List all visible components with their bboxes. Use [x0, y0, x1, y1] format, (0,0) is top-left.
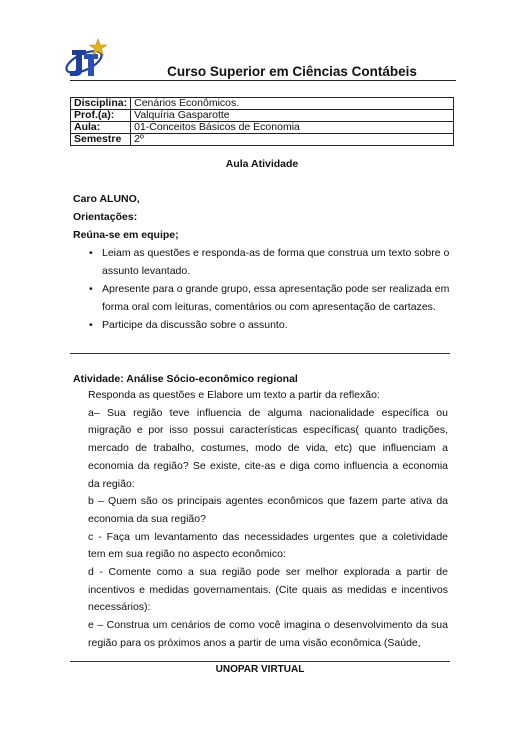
table-row — [71, 110, 454, 122]
atividade-intro: Responda as questões e Elabore um texto a partir da reflexão: — [88, 389, 380, 401]
section-divider — [70, 353, 450, 354]
info-value: Cenários Econômicos. — [131, 98, 454, 110]
greeting: Caro ALUNO, — [73, 193, 140, 205]
info-value: 2º — [131, 134, 454, 146]
footer-divider — [70, 661, 450, 662]
reuna-label: Reúna-se em equipe; — [73, 229, 179, 241]
question-a: a– Sua região teve influencia de alguma nacionalidade específica ou migração e por isso possui características específicas( quanto tradições, mercado de trabalho, costumes, modo de vida, etc) que influenciam a economia da região? Se existe, cite-as e diga como influencia a economia da região: — [88, 406, 448, 490]
question-c: c - Faça um levantamento das necessidades urgentes que a coletividade tem em sua região no aspecto econômico: — [88, 530, 448, 561]
table-row — [71, 98, 454, 110]
list-item: • Participe da discussão sobre o assunto. — [86, 316, 450, 334]
info-key: Disciplina: — [71, 98, 131, 110]
atividade-body — [88, 387, 448, 653]
info-key: Semestre — [71, 134, 131, 146]
table-row — [71, 122, 454, 134]
course-info-table — [70, 97, 454, 146]
question-d: d - Comente como a sua região pode ser melhor explorada a partir de incentivos e medidas governamentais. (Cite quais as medidas e incentivos necessários): — [88, 566, 448, 614]
info-value: 01-Conceitos Básicos de Economia — [131, 122, 454, 134]
info-key: Prof.(a): — [71, 110, 131, 122]
course-title: Curso Superior em Ciências Contábeis — [167, 64, 417, 79]
section-heading-aula: Aula Atividade — [225, 158, 299, 170]
list-item: • Apresente para o grande grupo, essa apresentação pode ser realizada em forma oral com leituras, comentários ou com apresentação de cartazes. — [86, 280, 450, 316]
orientacoes-label: Orientações: — [73, 211, 138, 223]
footer-text: UNOPAR VIRTUAL — [215, 664, 305, 675]
info-value: Valquíria Gasparotte — [131, 110, 454, 122]
question-b: b – Quem são os principais agentes econômicos que fazem parte ativa da economia da sua região? — [88, 495, 448, 525]
header-divider — [70, 80, 456, 81]
info-key: Aula: — [71, 122, 131, 134]
question-e: e – Construa um cenários de como você imagina o desenvolvimento da sua região para os próximos anos a partir de uma visão econômica (Saúde, — [88, 619, 448, 649]
unopar-logo-icon — [62, 36, 110, 86]
table-row — [71, 134, 454, 146]
atividade-title: Atividade: Análise Sócio-econômico regional — [73, 373, 298, 385]
orientacoes-list — [86, 244, 450, 334]
list-item: • Leiam as questões e responda-as de forma que construa um texto sobre o assunto levantado. — [86, 244, 450, 280]
